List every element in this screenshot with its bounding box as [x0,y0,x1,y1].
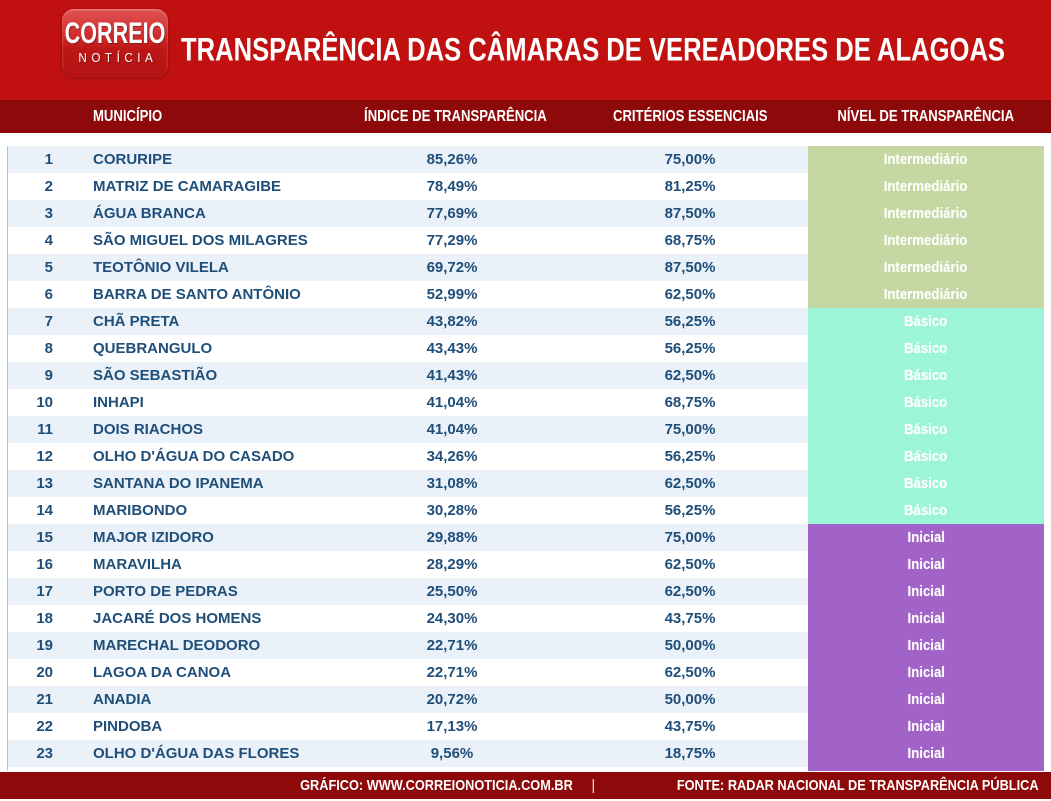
essential-criteria-cell: 56,25% [664,313,716,330]
footer-separator: | [591,777,595,794]
transparency-level-cell [808,389,1044,416]
municipality-cell: TEOTÔNIO VILELA [93,259,229,276]
transparency-level-cell [808,632,1044,659]
transparency-index-cell: 41,04% [426,421,478,438]
table-row [8,497,1044,524]
municipality-cell: ÁGUA BRANCA [93,205,206,222]
table-row [8,281,1044,308]
top-banner [0,0,1051,100]
transparency-level-cell [808,146,1044,173]
municipality-cell: SÃO SEBASTIÃO [93,367,218,384]
rank-cell: 20 [36,664,53,681]
transparency-level-cell [808,173,1044,200]
table-row [8,254,1044,281]
column-header-municipality: MUNICÍPIO [93,108,163,125]
transparency-level-label: Inicial [907,718,945,735]
municipality-cell: CORURIPE [93,151,173,168]
essential-criteria-cell: 56,25% [664,448,716,465]
logo-line2: NOTÍCIA [78,50,157,65]
transparency-level-label: Intermediário [884,205,968,222]
essential-criteria-cell: 56,25% [664,502,716,519]
rank-cell: 4 [44,232,53,249]
transparency-level-label: Básico [904,475,948,492]
municipality-cell: SANTANA DO IPANEMA [93,475,264,492]
footer-source: FONTE: RADAR NACIONAL DE TRANSPARÊNCIA PÚBLICA [677,777,1039,794]
table-row [8,470,1044,497]
rank-cell: 19 [36,637,53,654]
transparency-index-cell: 77,29% [426,232,478,249]
transparency-level-label: Inicial [907,610,945,627]
essential-criteria-cell: 50,00% [664,691,716,708]
transparency-level-cell [808,443,1044,470]
transparency-level-label: Básico [904,448,948,465]
transparency-level-cell [808,605,1044,632]
transparency-index-cell: 31,08% [426,475,478,492]
essential-criteria-cell: 62,50% [664,664,716,681]
transparency-index-cell: 41,43% [426,367,478,384]
municipality-cell: QUEBRANGULO [93,340,213,357]
rank-cell: 8 [44,340,53,357]
essential-criteria-cell: 62,50% [664,367,716,384]
transparency-level-label: Básico [904,340,948,357]
transparency-index-cell: 29,88% [426,529,478,546]
transparency-index-cell: 17,13% [426,718,478,735]
footer-credit: GRÁFICO: WWW.CORREIONOTICIA.COM.BR [299,777,573,794]
transparency-level-cell [808,470,1044,497]
transparency-index-cell: 85,26% [426,151,478,168]
municipality-cell: OLHO D'ÁGUA DAS FLORES [93,745,300,762]
footer-bar [0,772,1051,799]
transparency-level-label: Inicial [907,745,945,762]
logo-line1: CORREIO [64,17,166,50]
table-row [8,740,1044,767]
essential-criteria-cell: 75,00% [664,421,716,438]
transparency-level-label: Inicial [907,583,945,600]
table-row [8,308,1044,335]
essential-criteria-cell: 56,25% [664,340,716,357]
column-header-transparency-level: NÍVEL DE TRANSPARÊNCIA [837,108,1015,125]
municipality-cell: OLHO D'ÁGUA DO CASADO [93,448,295,465]
table-row [8,173,1044,200]
table-row [8,389,1044,416]
table-row [8,605,1044,632]
essential-criteria-cell: 62,50% [664,556,716,573]
transparency-level-cell [808,524,1044,551]
transparency-level-label: Inicial [907,556,945,573]
essential-criteria-cell: 43,75% [664,718,716,735]
table-row [8,551,1044,578]
municipality-cell: MARAVILHA [93,556,182,573]
rank-cell: 3 [44,205,53,222]
transparency-level-label: Básico [904,313,948,330]
transparency-level-cell [808,713,1044,740]
rank-cell: 22 [36,718,53,735]
essential-criteria-cell: 50,00% [664,637,716,654]
rank-cell: 11 [37,421,53,438]
transparency-level-label: Intermediário [884,178,968,195]
municipality-cell: PINDOBA [93,718,163,735]
transparency-index-cell: 9,56% [430,745,474,762]
transparency-level-cell [808,659,1044,686]
essential-criteria-cell: 68,75% [664,394,716,411]
transparency-level-label: Inicial [907,529,945,546]
table-row [8,686,1044,713]
transparency-level-cell [808,254,1044,281]
transparency-level-label: Intermediário [884,259,968,276]
rank-cell: 15 [36,529,53,546]
transparency-index-cell: 34,26% [426,448,478,465]
municipality-cell: MARIBONDO [93,502,188,519]
essential-criteria-cell: 81,25% [664,178,716,195]
transparency-level-cell [808,308,1044,335]
municipality-cell: JACARÉ DOS HOMENS [93,610,262,627]
rank-cell: 7 [44,313,53,330]
transparency-level-label: Intermediário [884,232,968,249]
correio-noticia-logo [62,9,168,77]
essential-criteria-cell: 75,00% [664,529,716,546]
municipality-cell: ANADIA [93,691,152,708]
table-row [8,578,1044,605]
essential-criteria-cell: 18,75% [664,745,716,762]
essential-criteria-cell: 87,50% [664,205,716,222]
table-row [8,443,1044,470]
municipality-cell: MATRIZ DE CAMARAGIBE [93,178,282,195]
essential-criteria-cell: 62,50% [664,286,716,303]
municipality-cell: LAGOA DA CANOA [93,664,232,681]
municipality-cell: SÃO MIGUEL DOS MILAGRES [93,232,308,249]
table-row [8,416,1044,443]
table-row [8,200,1044,227]
municipality-cell: DOIS RIACHOS [93,421,204,438]
transparency-index-cell: 78,49% [426,178,478,195]
transparency-index-cell: 30,28% [426,502,478,519]
transparency-index-cell: 43,82% [426,313,478,330]
rank-cell: 23 [36,745,53,762]
transparency-level-label: Básico [904,367,948,384]
rank-cell: 17 [36,583,53,600]
table-row [8,362,1044,389]
transparency-level-cell [808,200,1044,227]
table-row [8,632,1044,659]
transparency-index-cell: 69,72% [426,259,478,276]
rank-cell: 5 [44,259,53,276]
level-column-extension-block [808,767,1044,771]
transparency-index-cell: 41,04% [426,394,478,411]
transparency-index-cell: 77,69% [426,205,478,222]
transparency-index-cell: 22,71% [426,664,478,681]
page-title: TRANSPARÊNCIA DAS CÂMARAS DE VEREADORES DE ALAGOAS [181,31,1005,68]
table-rows [8,146,1044,767]
rank-cell: 16 [36,556,53,573]
essential-criteria-cell: 43,75% [664,610,716,627]
transparency-level-label: Básico [904,394,948,411]
transparency-index-cell: 22,71% [426,637,478,654]
transparency-level-cell [808,362,1044,389]
municipality-cell: MARECHAL DEODORO [93,637,261,654]
table-row [8,659,1044,686]
transparency-index-cell: 52,99% [426,286,478,303]
rank-cell: 13 [36,475,53,492]
municipality-cell: BARRA DE SANTO ANTÔNIO [93,286,301,303]
essential-criteria-cell: 62,50% [664,475,716,492]
municipality-cell: CHÃ PRETA [93,313,180,330]
column-header-transparency-index: ÍNDICE DE TRANSPARÊNCIA [364,108,547,125]
transparency-index-cell: 25,50% [426,583,478,600]
transparency-index-cell: 43,43% [426,340,478,357]
transparency-index-cell: 20,72% [426,691,478,708]
rank-cell: 2 [44,178,53,195]
transparency-level-cell [808,740,1044,767]
transparency-level-cell [808,578,1044,605]
column-header-essential-criteria: CRITÉRIOS ESSENCIAIS [612,108,768,125]
rank-cell: 6 [44,286,53,303]
table-row [8,524,1044,551]
municipality-cell: INHAPI [93,394,144,411]
transparency-level-label: Inicial [907,637,945,654]
transparency-level-cell [808,416,1044,443]
table-column-header [0,100,1051,133]
rank-cell: 12 [36,448,53,465]
rank-cell: 18 [36,610,53,627]
essential-criteria-cell: 87,50% [664,259,716,276]
rank-cell: 14 [36,502,53,519]
rank-cell: 9 [44,367,53,384]
transparency-level-label: Intermediário [884,286,968,303]
transparency-level-cell [808,551,1044,578]
transparency-level-cell [808,281,1044,308]
transparency-level-cell [808,497,1044,524]
transparency-level-label: Básico [904,502,948,519]
essential-criteria-cell: 62,50% [664,583,716,600]
transparency-level-label: Intermediário [884,151,968,168]
essential-criteria-cell: 75,00% [664,151,716,168]
transparency-level-label: Inicial [907,691,945,708]
municipality-cell: MAJOR IZIDORO [93,529,214,546]
transparency-level-label: Básico [904,421,948,438]
rank-cell: 21 [36,691,53,708]
rank-cell: 10 [36,394,53,411]
essential-criteria-cell: 68,75% [664,232,716,249]
rank-cell: 1 [44,151,53,168]
municipality-cell: PORTO DE PEDRAS [93,583,238,600]
table-row [8,146,1044,173]
ranking-table-body [7,146,1044,771]
transparency-index-cell: 24,30% [426,610,478,627]
level-column-extension [8,767,1044,771]
transparency-level-cell [808,335,1044,362]
transparency-level-label: Inicial [907,664,945,681]
table-row [8,227,1044,254]
table-row [8,335,1044,362]
transparency-level-cell [808,686,1044,713]
table-row [8,713,1044,740]
transparency-level-cell [808,227,1044,254]
transparency-index-cell: 28,29% [426,556,478,573]
